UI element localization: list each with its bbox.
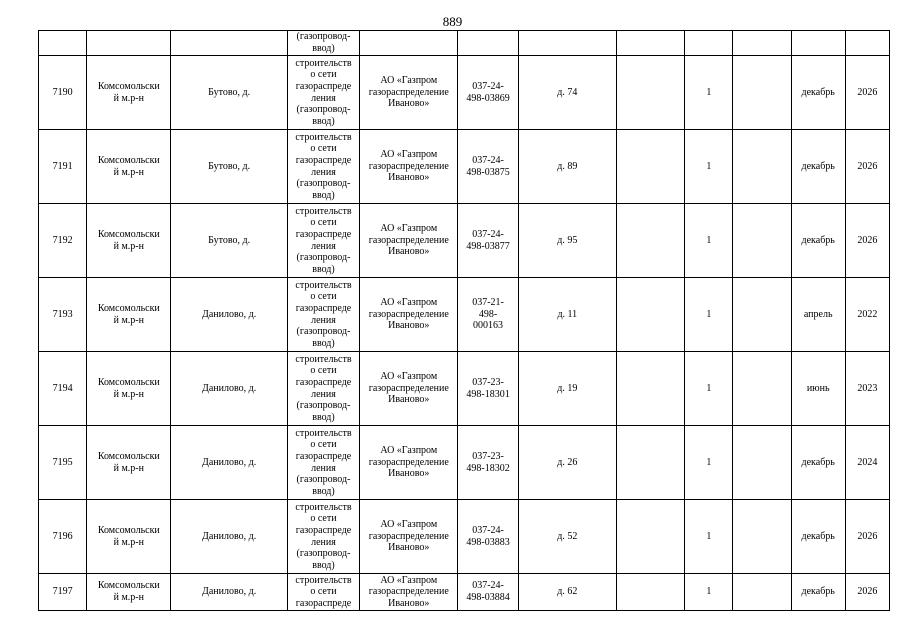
cell-num: 7197 <box>39 574 87 611</box>
cell-month: декабрь <box>791 574 845 611</box>
table-row <box>39 56 890 130</box>
cell-extra <box>617 574 685 611</box>
cell-month: декабрь <box>791 426 845 500</box>
cell-month: декабрь <box>791 130 845 204</box>
cell-count: 1 <box>685 56 733 130</box>
cell-district: Комсомольски й м.р-н <box>87 204 171 278</box>
cell-org: АО «Газпром газораспределение Иваново» <box>360 56 458 130</box>
cell-locality: Бутово, д. <box>171 130 287 204</box>
cell-year <box>845 31 889 56</box>
cell-num: 7196 <box>39 500 87 574</box>
cell-blank <box>733 56 791 130</box>
cell-work-type: строительств о сети газораспреде ления (газопровод- ввод) <box>287 130 359 204</box>
cell-count: 1 <box>685 130 733 204</box>
cell-work-type: (газопровод- ввод) <box>287 31 359 56</box>
table-body <box>39 31 890 611</box>
cell-code <box>458 31 518 56</box>
cell-month: декабрь <box>791 204 845 278</box>
cell-extra <box>617 56 685 130</box>
cell-blank <box>733 31 791 56</box>
cell-num: 7192 <box>39 204 87 278</box>
cell-blank <box>733 130 791 204</box>
cell-num: 7195 <box>39 426 87 500</box>
cell-code: 037-24- 498-03877 <box>458 204 518 278</box>
cell-district: Комсомольски й м.р-н <box>87 500 171 574</box>
cell-address: д. 62 <box>518 574 616 611</box>
cell-num: 7190 <box>39 56 87 130</box>
cell-month: декабрь <box>791 500 845 574</box>
cell-num: 7194 <box>39 352 87 426</box>
cell-count <box>685 31 733 56</box>
cell-count: 1 <box>685 500 733 574</box>
cell-extra <box>617 500 685 574</box>
table-row <box>39 500 890 574</box>
cell-org: АО «Газпром газораспределение Иваново» <box>360 130 458 204</box>
cell-district: Комсомольски й м.р-н <box>87 278 171 352</box>
cell-extra <box>617 130 685 204</box>
cell-extra <box>617 352 685 426</box>
cell-num: 7193 <box>39 278 87 352</box>
cell-locality: Бутово, д. <box>171 56 287 130</box>
cell-code: 037-23- 498-18301 <box>458 352 518 426</box>
cell-year: 2023 <box>845 352 889 426</box>
register-table <box>38 30 890 611</box>
cell-blank <box>733 574 791 611</box>
cell-extra <box>617 426 685 500</box>
cell-address: д. 19 <box>518 352 616 426</box>
cell-year: 2024 <box>845 426 889 500</box>
cell-locality <box>171 31 287 56</box>
cell-blank <box>733 278 791 352</box>
cell-org: АО «Газпром газораспределение Иваново» <box>360 426 458 500</box>
cell-work-type: строительств о сети газораспреде ления (газопровод- ввод) <box>287 352 359 426</box>
cell-locality: Данилово, д. <box>171 352 287 426</box>
cell-org: АО «Газпром газораспределение Иваново» <box>360 574 458 611</box>
cell-org: АО «Газпром газораспределение Иваново» <box>360 278 458 352</box>
cell-work-type: строительств о сети газораспреде ления (газопровод- ввод) <box>287 426 359 500</box>
cell-work-type: строительств о сети газораспреде ления (газопровод- ввод) <box>287 500 359 574</box>
cell-month: декабрь <box>791 56 845 130</box>
cell-locality: Данилово, д. <box>171 500 287 574</box>
table-row <box>39 204 890 278</box>
cell-count: 1 <box>685 204 733 278</box>
cell-district: Комсомольски й м.р-н <box>87 426 171 500</box>
cell-district <box>87 31 171 56</box>
cell-locality: Данилово, д. <box>171 426 287 500</box>
cell-num <box>39 31 87 56</box>
page-number: 889 <box>442 14 463 29</box>
cell-code: 037-24- 498-03883 <box>458 500 518 574</box>
cell-org: АО «Газпром газораспределение Иваново» <box>360 352 458 426</box>
cell-count: 1 <box>685 278 733 352</box>
cell-code: 037-24- 498-03875 <box>458 130 518 204</box>
cell-count: 1 <box>685 426 733 500</box>
table-row <box>39 278 890 352</box>
cell-month: апрель <box>791 278 845 352</box>
table-row <box>39 130 890 204</box>
cell-extra <box>617 278 685 352</box>
cell-org <box>360 31 458 56</box>
cell-blank <box>733 500 791 574</box>
cell-work-type: строительств о сети газораспреде ления (газопровод- ввод) <box>287 204 359 278</box>
cell-work-type: строительств о сети газораспреде <box>287 574 359 611</box>
cell-address: д. 11 <box>518 278 616 352</box>
cell-address: д. 95 <box>518 204 616 278</box>
cell-blank <box>733 352 791 426</box>
cell-work-type: строительств о сети газораспреде ления (газопровод- ввод) <box>287 278 359 352</box>
cell-year: 2026 <box>845 500 889 574</box>
cell-month <box>791 31 845 56</box>
cell-district: Комсомольски й м.р-н <box>87 130 171 204</box>
cell-count: 1 <box>685 352 733 426</box>
cell-num: 7191 <box>39 130 87 204</box>
cell-locality: Бутово, д. <box>171 204 287 278</box>
cell-address: д. 74 <box>518 56 616 130</box>
cell-extra <box>617 204 685 278</box>
cell-code: 037-24- 498-03884 <box>458 574 518 611</box>
cell-org: АО «Газпром газораспределение Иваново» <box>360 500 458 574</box>
cell-locality: Данилово, д. <box>171 574 287 611</box>
cell-count: 1 <box>685 574 733 611</box>
cell-code: 037-23- 498-18302 <box>458 426 518 500</box>
cell-org: АО «Газпром газораспределение Иваново» <box>360 204 458 278</box>
table-row <box>39 574 890 611</box>
cell-locality: Данилово, д. <box>171 278 287 352</box>
cell-month: июнь <box>791 352 845 426</box>
cell-district: Комсомольски й м.р-н <box>87 574 171 611</box>
cell-year: 2026 <box>845 56 889 130</box>
cell-blank <box>733 426 791 500</box>
cell-code: 037-24- 498-03869 <box>458 56 518 130</box>
continuation-row <box>39 31 890 56</box>
cell-address <box>518 31 616 56</box>
cell-district: Комсомольски й м.р-н <box>87 56 171 130</box>
cell-address: д. 52 <box>518 500 616 574</box>
cell-address: д. 26 <box>518 426 616 500</box>
cell-blank <box>733 204 791 278</box>
table-row <box>39 426 890 500</box>
cell-district: Комсомольски й м.р-н <box>87 352 171 426</box>
cell-year: 2026 <box>845 574 889 611</box>
cell-year: 2022 <box>845 278 889 352</box>
cell-code: 037-21- 498- 000163 <box>458 278 518 352</box>
cell-address: д. 89 <box>518 130 616 204</box>
cell-extra <box>617 31 685 56</box>
cell-year: 2026 <box>845 204 889 278</box>
table-row <box>39 352 890 426</box>
cell-work-type: строительств о сети газораспреде ления (газопровод- ввод) <box>287 56 359 130</box>
cell-year: 2026 <box>845 130 889 204</box>
